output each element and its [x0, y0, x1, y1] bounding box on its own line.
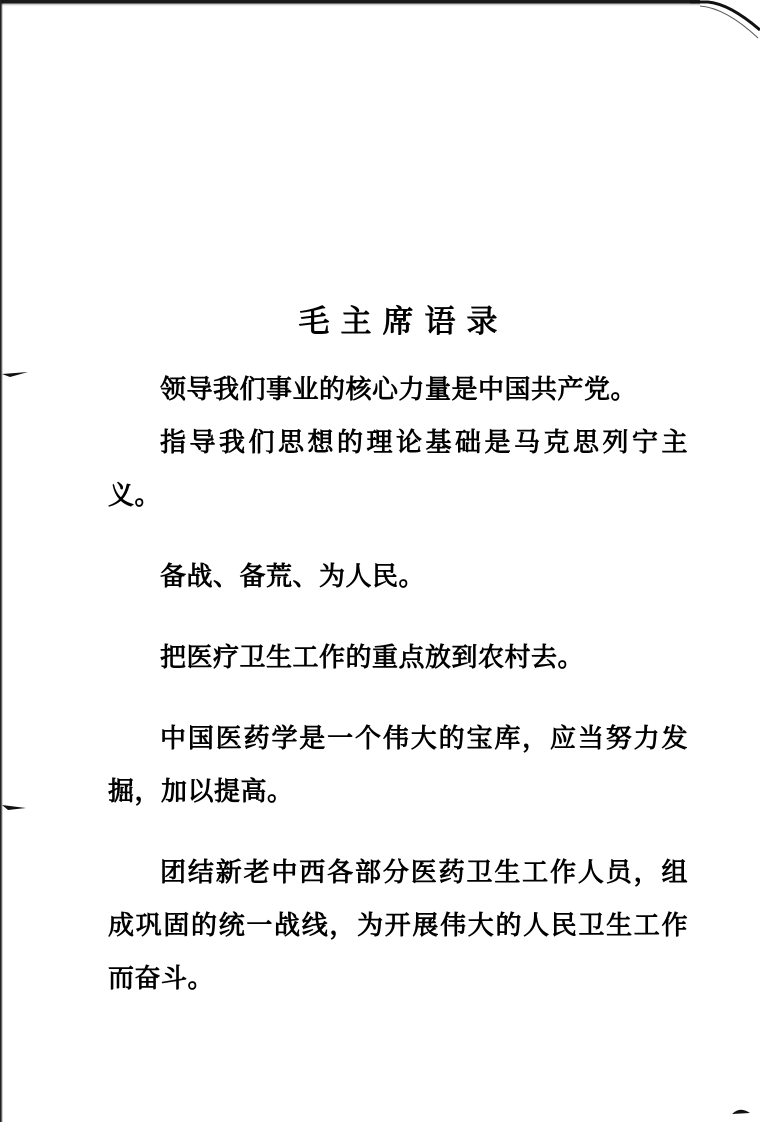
quotation-block [108, 292, 688, 1006]
quote-paragraph: 把医疗卫生工作的重点放到农村去。 [160, 643, 585, 673]
quote-paragraph: 备战、备荒、为人民。 [160, 562, 426, 592]
page-title: 毛主席语录 [298, 304, 509, 340]
folded-corner-mark [690, 0, 760, 40]
scan-edge-top [0, 0, 700, 6]
quote-paragraph: 领导我们事业的核心力量是中国共产党。 [160, 375, 638, 405]
binding-hole-mark [0, 368, 30, 382]
scan-smudge [730, 1106, 752, 1116]
quote-paragraph: 中国医药学是一个伟大的宝库，应当努力发掘，加以提高。 [108, 724, 688, 807]
binding-hole-mark [0, 800, 30, 814]
scan-edge-left [0, 0, 3, 1122]
quote-paragraph: 指导我们思想的理论基础是马克思列宁主义。 [108, 428, 688, 511]
quote-paragraph: 团结新老中西各部分医药卫生工作人员，组成巩固的统一战线，为开展伟大的人民卫生工作而奋斗。 [108, 858, 688, 994]
